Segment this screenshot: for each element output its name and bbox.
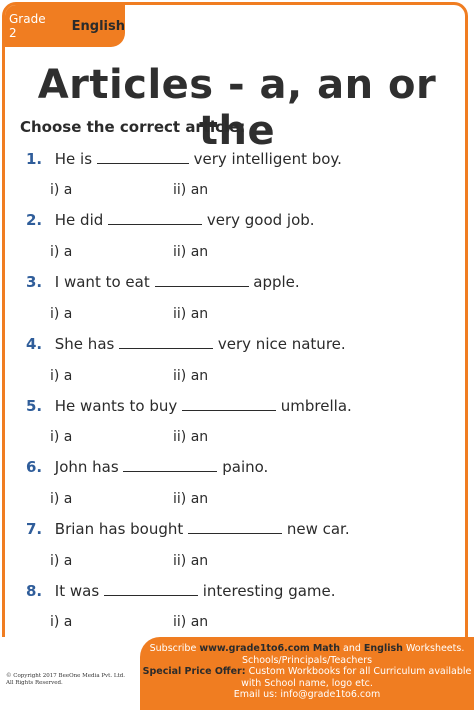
footer [0,637,474,710]
question-number: 2. [26,211,43,229]
option-a[interactable]: i) a [50,244,73,260]
audience-line: Schools/Principals/Teachers [241,654,373,666]
question-number: 5. [26,397,43,415]
option-an[interactable]: ii) an [173,306,209,322]
subscribe-line: Subscribe www.grade1to6.com Math and English Worksheets. [149,643,465,654]
promo-banner [140,637,474,710]
question-6 [26,457,268,476]
option-an[interactable]: ii) an [173,368,209,384]
question-number: 4. [26,335,43,353]
question-number: 6. [26,458,43,476]
question-number: 7. [26,520,43,538]
question-number: 8. [26,582,43,600]
question-text-before: It was [54,582,100,600]
site-link[interactable]: www.grade1to6.com [199,643,310,654]
page-title: Articles - a, an or the [37,62,437,154]
grade-subject-tag [5,5,125,47]
question-text-after: interesting game. [202,582,336,600]
question-number: 3. [26,273,43,291]
question-2 [26,210,315,229]
answer-blank[interactable] [155,272,249,287]
option-a[interactable]: i) a [50,614,73,630]
question-text-after: very good job. [206,211,315,229]
option-an[interactable]: ii) an [173,182,209,198]
question-3 [26,272,300,291]
option-an[interactable]: ii) an [173,553,209,569]
option-an[interactable]: ii) an [173,491,209,507]
option-a[interactable]: i) a [50,553,73,569]
instruction-text: Choose the correct article: [20,118,246,136]
question-text-after: new car. [286,520,350,538]
offer-line-2: with School name, logo etc. [241,677,373,689]
question-number: 1. [26,150,43,168]
option-a[interactable]: i) a [50,491,73,507]
option-an[interactable]: ii) an [173,244,209,260]
answer-blank[interactable] [119,334,213,349]
question-5 [26,396,352,415]
answer-blank[interactable] [188,519,282,534]
question-7 [26,519,350,538]
question-text-after: very intelligent boy. [193,150,342,168]
grade-label: Grade 2 [9,12,46,40]
answer-blank[interactable] [108,210,202,225]
question-text-after: paino. [222,458,269,476]
option-a[interactable]: i) a [50,429,73,445]
question-4 [26,334,346,353]
question-text-after: very nice nature. [217,335,346,353]
answer-blank[interactable] [123,457,217,472]
email-line[interactable]: Email us: info@grade1to6.com [233,689,381,700]
copyright [6,673,136,687]
answer-blank[interactable] [182,396,276,411]
subject-label: English [71,18,125,34]
offer-line: Special Price Offer: Custom Workbooks for all Curriculum available [142,666,472,677]
option-an[interactable]: ii) an [173,429,209,445]
question-text-before: He wants to buy [54,397,178,415]
question-text-after: apple. [253,273,300,291]
copyright-line-1: © Copyright 2017 BeeOne Media Pvt. Ltd. [6,673,125,679]
question-text-before: He is [54,150,93,168]
option-a[interactable]: i) a [50,306,73,322]
question-1 [26,149,342,168]
question-8 [26,581,336,600]
question-text-before: I want to eat [54,273,150,291]
option-a[interactable]: i) a [50,182,73,198]
option-a[interactable]: i) a [50,368,73,384]
question-text-after: umbrella. [280,397,352,415]
answer-blank[interactable] [104,581,198,596]
question-text-before: She has [54,335,115,353]
option-an[interactable]: ii) an [173,614,209,630]
answer-blank[interactable] [97,149,189,164]
question-text-before: Brian has bought [54,520,184,538]
question-text-before: He did [54,211,104,229]
copyright-line-2: All Rights Reserved. [6,680,63,686]
question-text-before: John has [54,458,119,476]
